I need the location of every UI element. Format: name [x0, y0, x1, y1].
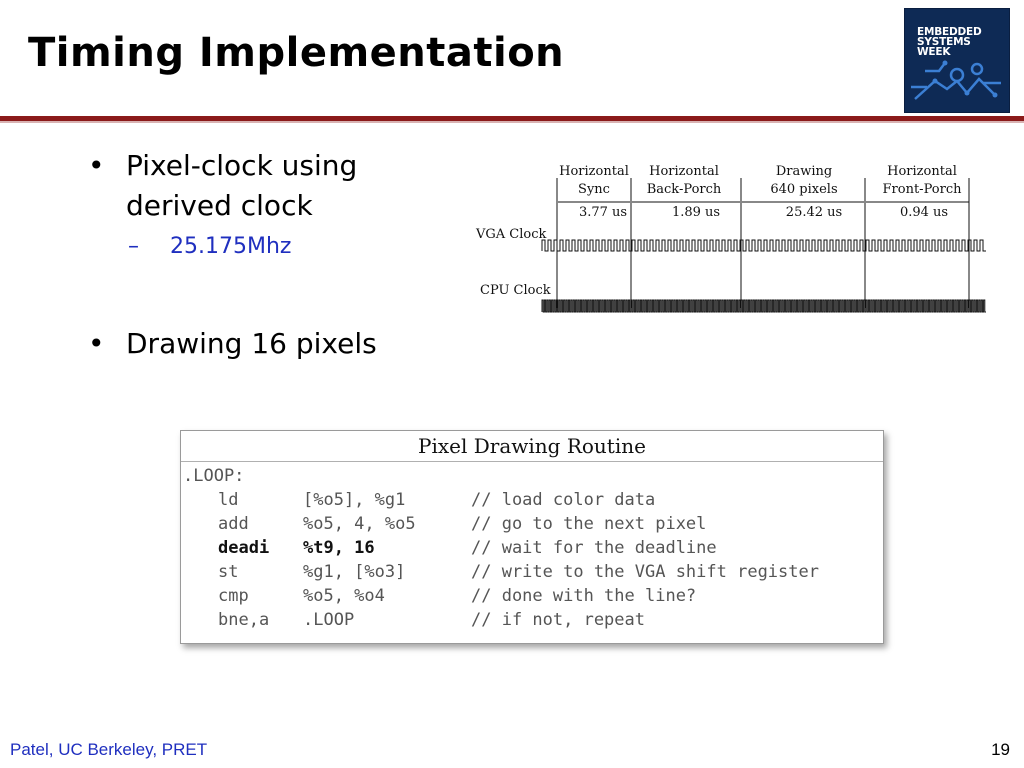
- signal-label-vga: VGA Clock: [476, 227, 547, 242]
- code-args: %o5, 4, %o5: [303, 514, 416, 534]
- sub-bullet-frequency: 25.175Mhz: [170, 234, 292, 259]
- bullet-1-line1: Pixel-clock using: [126, 149, 358, 182]
- sub-bullet-dash: –: [128, 234, 139, 259]
- code-comment: // go to the next pixel: [471, 514, 707, 534]
- code-op: st: [218, 562, 239, 582]
- code-line-deadline: [181, 536, 883, 560]
- col-3-duration: 25.42 us: [785, 205, 843, 220]
- code-listing: [181, 462, 883, 632]
- loop-label: .LOOP:: [183, 466, 245, 486]
- bullet-marker: •: [88, 149, 105, 182]
- cpu-clock-waveform: [542, 300, 986, 312]
- vga-timing-diagram: [474, 158, 994, 320]
- page-number: 19: [991, 740, 1010, 759]
- code-panel-title: Pixel Drawing Routine: [181, 431, 883, 462]
- code-op: cmp: [218, 586, 249, 606]
- bullet-marker: •: [88, 327, 105, 360]
- code-args: %t9, 16: [303, 538, 375, 558]
- code-op: deadi: [218, 538, 270, 558]
- logo-line-embedded: EMBEDDED: [917, 26, 982, 38]
- code-comment: // write to the VGA shift register: [471, 562, 819, 582]
- code-line: [181, 512, 883, 536]
- embedded-systems-week-logo: [904, 8, 1010, 113]
- code-op: ld: [218, 490, 239, 510]
- slide-title: Timing Implementation: [28, 30, 565, 76]
- col-1-line2: Sync: [578, 182, 610, 197]
- code-comment: // done with the line?: [471, 586, 697, 606]
- col-2-line2: Back-Porch: [646, 182, 722, 197]
- code-args: .LOOP: [303, 610, 355, 630]
- code-comment: // load color data: [471, 490, 656, 510]
- col-2-duration: 1.89 us: [671, 205, 721, 220]
- code-line: [181, 488, 883, 512]
- col-1-duration: 3.77 us: [578, 205, 628, 220]
- code-op: bne,a: [218, 610, 270, 630]
- signal-label-cpu: CPU Clock: [480, 283, 551, 298]
- code-comment: // wait for the deadline: [471, 538, 717, 558]
- code-panel: [180, 430, 884, 644]
- phase-dividers: [557, 178, 969, 308]
- code-op: add: [218, 514, 249, 534]
- bullet-2: Drawing 16 pixels: [126, 327, 377, 360]
- bullet-1-line2: derived clock: [126, 189, 313, 222]
- code-comment: // if not, repeat: [471, 610, 645, 630]
- col-2-line1: Horizontal: [649, 164, 719, 179]
- footer-author: Patel, UC Berkeley, PRET: [10, 740, 208, 759]
- logo-text: [917, 27, 982, 57]
- vga-clock-waveform: [542, 240, 986, 251]
- logo-graphic-icon: [905, 9, 1009, 112]
- code-args: %g1, [%o3]: [303, 562, 406, 582]
- col-4-line2: Front-Porch: [882, 182, 962, 197]
- col-1-line1: Horizontal: [559, 164, 629, 179]
- logo-line-systems: SYSTEMS: [917, 36, 971, 48]
- code-line: [181, 560, 883, 584]
- code-label-line: [181, 464, 883, 488]
- col-3-line1: Drawing: [775, 164, 833, 179]
- code-line: [181, 584, 883, 608]
- code-args: %o5, %o4: [303, 586, 385, 606]
- col-4-duration: 0.94 us: [899, 205, 949, 220]
- code-line: [181, 608, 883, 632]
- logo-line-week: WEEK: [917, 46, 951, 58]
- title-divider-shadow: [0, 121, 1024, 123]
- code-args: [%o5], %g1: [303, 490, 406, 510]
- col-3-line2: 640 pixels: [770, 182, 838, 197]
- col-4-line1: Horizontal: [887, 164, 957, 179]
